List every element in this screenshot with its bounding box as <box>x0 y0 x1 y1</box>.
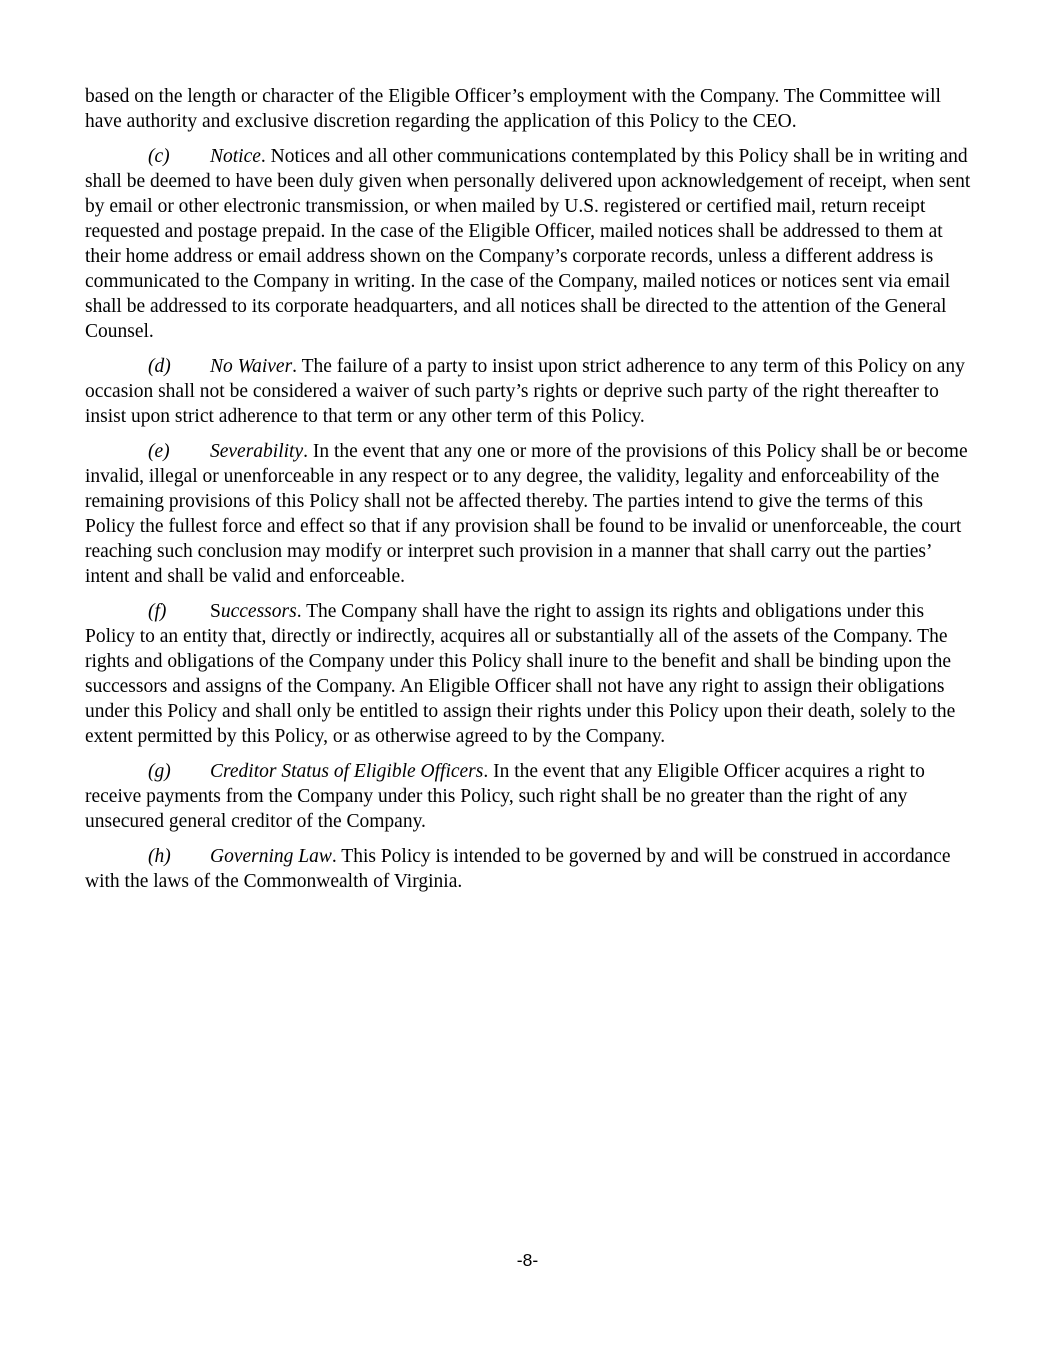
policy-paragraph <box>85 759 971 834</box>
paragraph-separator: . <box>292 356 302 377</box>
intro-paragraph: based on the length or character of the Eligible Officer’s employment with the Company. The Committee will have authority and exclusive discretion regarding the application of this Policy to the CEO. <box>85 86 941 132</box>
paragraph-marker: (h) <box>148 846 171 867</box>
paragraph-separator: . <box>296 601 307 622</box>
paragraph-marker: (c) <box>148 146 170 167</box>
paragraph-marker: (f) <box>148 601 167 622</box>
policy-paragraph <box>85 144 971 344</box>
paragraph-text: The Company shall have the right to assign its rights and obligations under this Policy to an entity that, directly or indirectly, acquires all or substantially all of the assets of the Company. The rights and obligations of the Company under this Policy shall inure to the benefit and shall be binding upon the successors and assigns of the Company. An Eligible Officer shall not have any right to assign their obligations under this Policy and shall only be entitled to assign their rights under this Policy upon their death, solely to the extent permitted by this Policy, or as otherwise agreed to by the Company. <box>85 601 956 747</box>
policy-paragraph <box>85 844 971 894</box>
policy-paragraph <box>85 599 971 749</box>
paragraph-marker: (d) <box>148 356 171 377</box>
paragraph-text: The failure of a party to insist upon strict adherence to any term of this Policy on any occasion shall not be considered a waiver of such party’s rights or deprive such party of the right thereafter to insist upon strict adherence to that term or any other term of this Policy. <box>85 356 965 427</box>
paragraph-marker: (g) <box>148 761 171 782</box>
paragraph-text: This Policy is intended to be governed by and will be construed in accordance with the laws of the Commonwealth of Virginia. <box>85 846 951 892</box>
paragraph-separator: . <box>483 761 494 782</box>
paragraph-label: Notice <box>210 146 261 167</box>
document-body <box>85 84 971 904</box>
paragraph-marker: (e) <box>148 441 170 462</box>
paragraph-list <box>85 144 971 894</box>
paragraph-label: Creditor Status of Eligible Officers <box>210 761 484 782</box>
paragraph-text: In the event that any Eligible Officer acquires a right to receive payments from the Company under this Policy, such right shall be no greater than the right of any unsecured general creditor of the Company. <box>85 761 925 832</box>
paragraph-separator: . <box>260 146 271 167</box>
paragraph-separator: . <box>303 441 313 462</box>
paragraph-text: Notices and all other communications contemplated by this Policy shall be in writing and shall be deemed to have been duly given when personally delivered upon acknowledgement of receipt, when sent by email or other electronic transmission, or when mailed by U.S. registered or certified mail, return receipt requested and postage prepaid. In the case of the Eligible Officer, mailed notices shall be addressed to them at their home address or email address shown on the Company’s corporate records, unless a different address is communicated to the Company in writing. In the case of the Company, mailed notices or notices sent via email shall be addressed to its corporate headquarters, and all notices shall be directed to the attention of the General Counsel. <box>85 146 971 342</box>
policy-paragraph <box>85 439 971 589</box>
paragraph-text: In the event that any one or more of the provisions of this Policy shall be or become invalid, illegal or unenforceable in any respect or to any degree, the validity, legality and enforceability of the remaining provisions of this Policy shall not be affected thereby. The parties intend to give the terms of this Policy the fullest force and effect so that if any provision shall be found to be invalid or unenforceable, the court reaching such conclusion may modify or interpret such provision in a manner that shall carry out the parties’ intent and shall be valid and enforceable. <box>85 441 968 587</box>
policy-paragraph <box>85 354 971 429</box>
paragraph-label-prefix: S <box>210 601 221 622</box>
paragraph-label: Governing Law <box>210 846 332 867</box>
paragraph-label: uccessors <box>220 601 297 622</box>
paragraph-label: No Waiver <box>210 356 293 377</box>
paragraph-label: Severability <box>210 441 304 462</box>
page-number: -8- <box>516 1250 539 1270</box>
paragraph-separator: . <box>331 846 342 867</box>
